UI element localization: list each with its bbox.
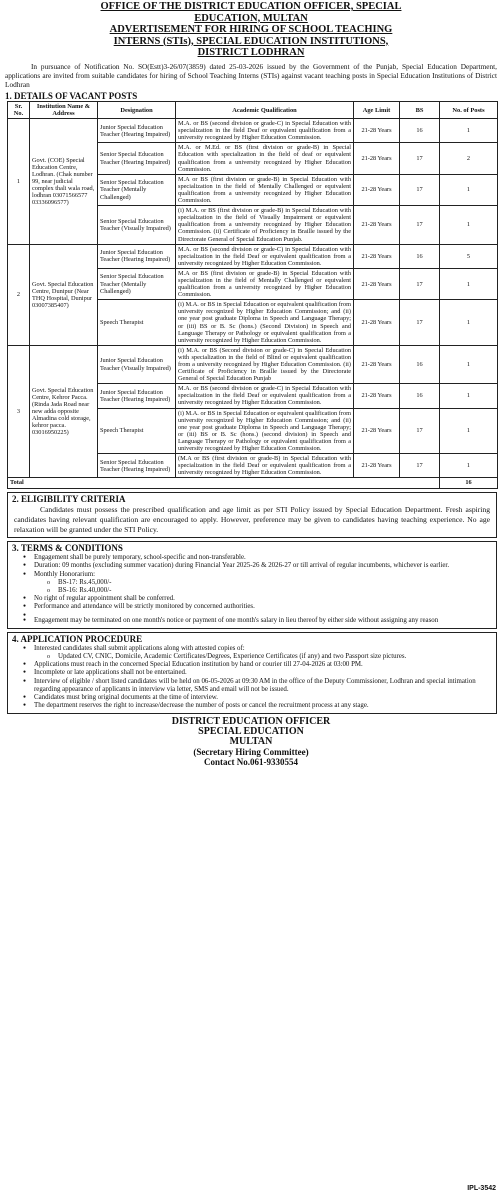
section-title: 1. DETAILS OF VACANT POSTS — [5, 91, 138, 102]
cell-age-limit: 21-28 Years — [354, 174, 400, 205]
signature-block — [5, 717, 497, 767]
cell-qualification: (i) M.A. or BS (Second division or grade-C) in Special Education with specialization in the field of Blind or equivalent qualification from a university recognized by Higher Education Commission. (ii) Certificate of Proficiency in Braille issued by the Directorate General of Special Education Punjab — [176, 345, 354, 383]
cell-posts: 1 — [440, 300, 498, 346]
cell-sr: 3 — [8, 345, 30, 478]
cell-institution: Govt. (COE) Special Education Centre, Lodhran. (Chak number 99, near judicial complex thali wala road, lodhran 03071566577 03336096577) — [30, 119, 98, 245]
cell-qualification: M.A or BS (first division or grade-B) in Special Education with specialization in the field of Mentally Challenged or equivalent qualification from a university recognized by Higher Education Commission. — [176, 174, 354, 205]
cell-designation: Senior Special Education Teacher (Mentally Challenged) — [98, 268, 176, 299]
honorarium-label: Monthly Honorarium: — [34, 570, 96, 578]
list-item: ● No right of regular appointment shall be conferred. — [34, 595, 488, 603]
cell-posts: 1 — [440, 174, 498, 205]
cell-qualification: (i) M.A. or BS in Special Education or equivalent qualification from university recognized by Higher Education Commission; and (ii) one year post graduate Diploma in Speech and Language Therapy; or (iii) BS or B. Sc (hons.) (Second Division) in Speech and Language Therapy or Pathology or equivalent qualification from a university recognized by Higher Education Commission. — [176, 300, 354, 346]
cell-designation: Senior Special Education Teacher (Visually Impaired) — [98, 206, 176, 244]
col-sr: Sr. No. — [8, 102, 30, 119]
eligibility-section — [7, 492, 497, 539]
list-item: ● Engagement may be terminated on one month's notice or payment of one month's salary in lieu thereof by either side without assigning any reason — [34, 617, 488, 625]
honorarium-list — [34, 579, 488, 595]
cell-designation: Senior Special Education Teacher (Hearing Impaired) — [98, 143, 176, 174]
cell-age-limit: 21-28 Years — [354, 143, 400, 174]
documents-label: Interested candidates shall submit applications along with attested copies of: — [34, 644, 245, 652]
cell-designation: Junior Special Education Teacher (Visually Impaired) — [98, 345, 176, 383]
cell-bs: 17 — [400, 454, 440, 478]
list-item — [34, 571, 488, 596]
section-title: 4. APPLICATION PROCEDURE — [12, 633, 143, 644]
cell-sr: 1 — [8, 119, 30, 245]
cell-designation: Junior Special Education Teacher (Hearing Impaired) — [98, 119, 176, 143]
cell-posts: 5 — [440, 244, 498, 268]
intro-paragraph — [5, 62, 497, 90]
list-item: o BS-17: Rs.45,000/- — [58, 579, 488, 587]
cell-bs: 16 — [400, 119, 440, 143]
section-title: 2. ELIGIBILITY CRITERIA — [12, 493, 126, 504]
cell-qualification: (M.A or BS (first division or grade-B) in Special Education with specialization in the field Deaf or equivalent qualification from a university recognized by Higher Education Commission. — [176, 454, 354, 478]
col-bs: BS — [400, 102, 440, 119]
cell-qualification: (i) M.A. or BS in Special Education or equivalent qualification from university recognized by Higher Education Commission; and (ii) one year post graduate Diploma in Speech and Language Therapy; or (iii) BS or B. Sc (hons.) (second division) in Speech and Language Therapy or Pathology or equivalent qualification from a university recognized by Higher Education Commission. — [176, 408, 354, 454]
cell-qualification: M.A or BS (first division or grade-B) in Special Education with specialization in the field of Mentally Challenged or equivalent qualification from a university recognized by Higher Education Commission. — [176, 268, 354, 299]
terms-list — [8, 554, 496, 628]
cell-age-limit: 21-28 Years — [354, 454, 400, 478]
cell-institution: Govt. Special Education Centre, Kehror Pacca. (Rinda Jada Road near new adda opposite Almadina cold storage, kehror pacca. 03016950225) — [30, 345, 98, 478]
cell-designation: Senior Special Education Teacher (Hearing Impaired) — [98, 454, 176, 478]
cell-bs: 17 — [400, 206, 440, 244]
section-title: 3. TERMS & CONDITIONS — [12, 543, 123, 554]
footer-contact: Contact No.061-9330554 — [204, 757, 298, 768]
cell-qualification: M.A. or BS (second division or grade-C) in Special Education with specialization in the field Deaf or equivalent qualification from a university recognized by Higher Education Commission. — [176, 244, 354, 268]
table-row — [8, 119, 498, 143]
cell-qualification: (i) M.A. or BS (first division or grade-B) in Special Education with specialization in the field of Visually Impairment or equivalent qualification from a university recognized by Higher Education Commission. (ii) Certificate of Proficiency in Braille issued by the Directorate General of Special Education Punjab. — [176, 206, 354, 244]
cell-posts: 2 — [440, 143, 498, 174]
cell-age-limit: 21-28 Years — [354, 384, 400, 408]
footer-line: (Secretary Hiring Committee) — [193, 747, 309, 758]
cell-designation: Speech Therapist — [98, 408, 176, 454]
list-item: ● Interview of eligible / short listed candidates will be held on 06-05-2026 at 09:30 AM in the office of the Deputy Commissioner, Lodhran and special intimation regarding appearance of applicants in interview via letter, SMS and email will not be issued. — [34, 678, 488, 694]
cell-bs: 16 — [400, 384, 440, 408]
table-header-row — [8, 102, 498, 119]
advertisement-header — [5, 1, 497, 59]
cell-designation: Junior Special Education Teacher (Hearing Impaired) — [98, 384, 176, 408]
header-line: ADVERTISEMENT FOR HIRING OF SCHOOL TEACHING — [109, 24, 393, 35]
total-row — [8, 478, 498, 488]
list-item: ● Engagement shall be purely temporary, school-specific and non-transferable. — [34, 554, 488, 562]
header-line: EDUCATION, MULTAN — [194, 12, 308, 24]
cell-posts: 1 — [440, 268, 498, 299]
header-line: OFFICE OF THE DISTRICT EDUCATION OFFICER, SPECIAL — [100, 1, 402, 12]
cell-posts: 1 — [440, 119, 498, 143]
eligibility-text: Candidates must possess the prescribed qualification and age limit as per STI Policy issued by Special Education Department. Fresh aspiring candidates having relevant qualification are encouraged to apply. However, preference may be given to candidates having teaching experience. No age relaxation will be granted under the STI Policy. — [14, 504, 490, 534]
cell-posts: 1 — [440, 384, 498, 408]
list-item: ● Duration: 09 months (excluding summer vacation) during Financial Year 2025-26 & 2026-27 or till arrival of regular incumbents, whichever is earlier. — [34, 562, 488, 570]
list-item: ● Applications must reach in the concerned Special Education institution by hand or courier till 27-04-2026 at 03:00 PM. — [34, 661, 488, 669]
table-row — [8, 345, 498, 383]
cell-bs: 16 — [400, 345, 440, 383]
cell-bs: 17 — [400, 143, 440, 174]
cell-age-limit: 21-28 Years — [354, 206, 400, 244]
list-item: ● The department reserves the right to increase/decrease the number of posts or cancel the recruitment process at any stage. — [34, 702, 488, 710]
cell-bs: 16 — [400, 244, 440, 268]
cell-bs: 17 — [400, 268, 440, 299]
cell-qualification: M.A. or BS (second division or grade-C) in Special Education with specialization in the field Deaf or equivalent qualification from a university recognized by Higher Education Commission. — [176, 384, 354, 408]
cell-age-limit: 21-28 Years — [354, 345, 400, 383]
cell-age-limit: 21-28 Years — [354, 300, 400, 346]
list-item: o Updated CV, CNIC, Domicile, Academic Certificates/Degrees, Experience Certificates (if any) and two Passport size pictures. — [58, 653, 488, 661]
col-designation: Designation — [98, 102, 176, 119]
list-item: ● Candidates must bring original documents at the time of interview. — [34, 694, 488, 702]
cell-designation: Junior Special Education Teacher (Hearing Impaired) — [98, 244, 176, 268]
cell-age-limit: 21-28 Years — [354, 244, 400, 268]
list-item: o BS-16: Rs.40,000/- — [58, 587, 488, 595]
cell-age-limit: 21-28 Years — [354, 268, 400, 299]
cell-posts: 1 — [440, 345, 498, 383]
footer-line: DISTRICT EDUCATION OFFICER — [171, 716, 331, 728]
cell-bs: 17 — [400, 408, 440, 454]
col-qualification: Academic Qualification — [176, 102, 354, 119]
cell-bs: 17 — [400, 174, 440, 205]
col-institution: Institution Name & Address — [30, 102, 98, 119]
cell-designation: Senior Special Education Teacher (Mentally Challenged) — [98, 174, 176, 205]
cell-age-limit: 21-28 Years — [354, 119, 400, 143]
cell-qualification: M.A. or BS (second division or grade-C) in Special Education with specialization in the field Deaf or equivalent qualification from a university recognized by Higher Education Commission. — [176, 119, 354, 143]
table-row — [8, 244, 498, 268]
cell-bs: 17 — [400, 300, 440, 346]
list-item — [34, 645, 488, 661]
cell-posts: 1 — [440, 454, 498, 478]
vacancy-table — [7, 101, 498, 488]
cell-sr: 2 — [8, 244, 30, 345]
documents-list — [34, 653, 488, 661]
advert-code: IPL-3542 — [467, 1185, 496, 1192]
cell-posts: 1 — [440, 206, 498, 244]
total-label: Total — [8, 478, 440, 488]
col-age-limit: Age Limit — [354, 102, 400, 119]
footer-line: MULTAN — [229, 736, 273, 748]
header-line: INTERNS (STIs), SPECIAL EDUCATION INSTITUTIONS, — [113, 35, 389, 47]
eligibility-paragraph — [8, 505, 496, 538]
list-item: ● Performance and attendance will be strictly monitored by concerned authorities. — [34, 603, 488, 611]
list-item: ● Incomplete or late applications shall not be entertained. — [34, 669, 488, 677]
intro-text: In pursuance of Notification No. SO(Estt)3-26/07(3859) dated 25-03-2026 issued by the Government of the Punjab, Special Education Department, applications are invited from suitable candidates for hiring of School Teaching Interns (STIs) against vacant teaching posts in Special Education Institutions of District Lodhran — [5, 61, 497, 89]
col-posts: No. of Posts — [440, 102, 498, 119]
total-value: 16 — [440, 478, 498, 488]
terms-section — [7, 541, 497, 629]
cell-institution: Govt. Special Education Centre, Dunipur (Near THQ Hospital, Dunipur 03007385407) — [30, 244, 98, 345]
procedure-section — [7, 632, 497, 715]
procedure-list — [8, 645, 496, 714]
header-line: DISTRICT LODHRAN — [197, 47, 305, 58]
cell-designation: Speech Therapist — [98, 300, 176, 346]
cell-posts: 1 — [440, 408, 498, 454]
cell-age-limit: 21-28 Years — [354, 408, 400, 454]
footer-line: SPECIAL EDUCATION — [198, 726, 304, 738]
cell-qualification: M.A. or M.Ed. or BS (first division or grade-B) in Special Education with specialization in the field of deaf or equivalent qualification from a university recognized by Higher Education Commission. — [176, 143, 354, 174]
